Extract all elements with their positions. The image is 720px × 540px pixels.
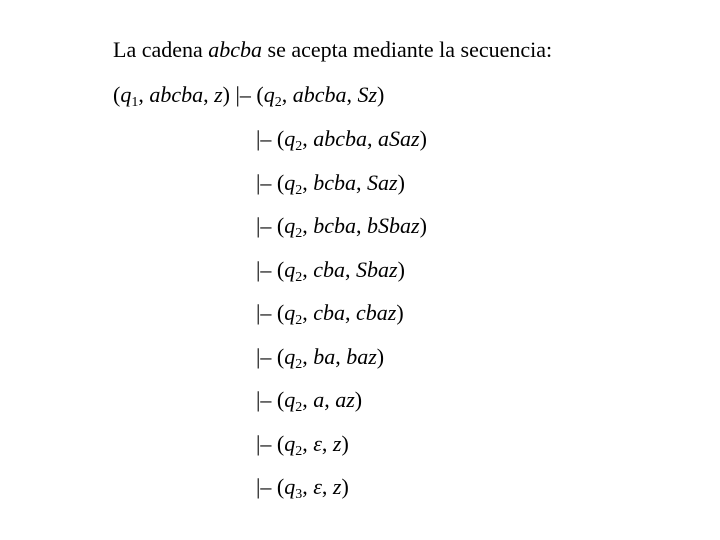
config-state-index: 3: [295, 487, 303, 502]
config-state: q: [120, 82, 132, 107]
derivation-line-7: |– ($q_2$, a, az): [256, 387, 363, 415]
derivation-line-9: |– ($q_3$, ε, z): [256, 474, 349, 502]
config-state: q: [284, 344, 296, 369]
config-stack: aSaz: [378, 126, 420, 151]
config-input: a: [313, 387, 325, 412]
config-stack: Sz: [357, 82, 378, 107]
turnstile: |–: [256, 387, 272, 412]
config-state: q: [284, 170, 296, 195]
intro-prefix: La cadena: [113, 37, 209, 62]
config-state-index: 2: [295, 183, 303, 198]
config-input: bcba: [313, 170, 356, 195]
config-stack: bSbaz: [367, 213, 420, 238]
config-input: cba: [313, 257, 345, 282]
config-state: q: [284, 431, 296, 456]
turnstile: |–: [256, 257, 272, 282]
config-input: cba: [313, 300, 345, 325]
turnstile: |–: [256, 213, 272, 238]
turnstile: |–: [235, 82, 251, 107]
intro-word: abcba: [208, 37, 263, 62]
config-state-index: 2: [274, 95, 282, 110]
turnstile: |–: [256, 170, 272, 195]
derivation-line-6: |– ($q_2$, ba, baz): [256, 344, 385, 372]
derivation-line-3: |– ($q_2$, bcba, bSbaz): [256, 213, 427, 241]
config-stack: Sbaz: [356, 257, 398, 282]
config-input: ε: [313, 431, 322, 456]
turnstile: |–: [256, 344, 272, 369]
config-state: q: [284, 387, 296, 412]
config-state-index: 2: [295, 357, 303, 372]
config-input: ba: [313, 344, 336, 369]
derivation-line-1: |– ($q_2$, abcba, aSaz): [256, 126, 427, 154]
config-input: abcba: [149, 82, 204, 107]
config-input: abcba: [313, 126, 367, 151]
turnstile: |–: [256, 474, 272, 499]
config-state-index: 2: [295, 139, 303, 154]
config-state: q: [284, 126, 296, 151]
config-state: q: [284, 213, 296, 238]
config-input: ε: [313, 474, 322, 499]
derivation-line-4: |– ($q_2$, cba, Sbaz): [256, 257, 405, 285]
config-stack: z: [332, 431, 342, 456]
config-state: q: [284, 474, 296, 499]
config-state-index: 2: [295, 400, 303, 415]
config-stack: baz: [346, 344, 377, 369]
turnstile: |–: [256, 126, 272, 151]
intro-sentence: [113, 37, 552, 63]
config-state-index: 2: [295, 226, 303, 241]
intro-suffix: se acepta mediante la secuencia:: [262, 37, 553, 62]
config-state: q: [263, 82, 275, 107]
config-state-index: 1: [131, 95, 139, 110]
config-stack: z: [332, 474, 342, 499]
turnstile: |–: [256, 431, 272, 456]
config-state-index: 2: [295, 313, 303, 328]
config-state-index: 2: [295, 270, 303, 285]
derivation-line-2: |– ($q_2$, bcba, Saz): [256, 170, 405, 198]
config-state-index: 2: [295, 444, 303, 459]
config-stack: cbaz: [356, 300, 397, 325]
turnstile: |–: [256, 300, 272, 325]
config-stack: Saz: [367, 170, 398, 195]
derivation-line-0: ($q_1$, abcba, z) |– ($q_2$, abcba, Sz): [113, 82, 385, 110]
config-stack: az: [335, 387, 355, 412]
config-stack: z: [214, 82, 223, 107]
derivation-line-8: |– ($q_2$, ε, z): [256, 431, 349, 459]
config-input: abcba: [292, 82, 347, 107]
config-state: q: [284, 257, 296, 282]
derivation-line-5: |– ($q_2$, cba, cbaz): [256, 300, 404, 328]
config-state: q: [284, 300, 296, 325]
config-input: bcba: [313, 213, 356, 238]
